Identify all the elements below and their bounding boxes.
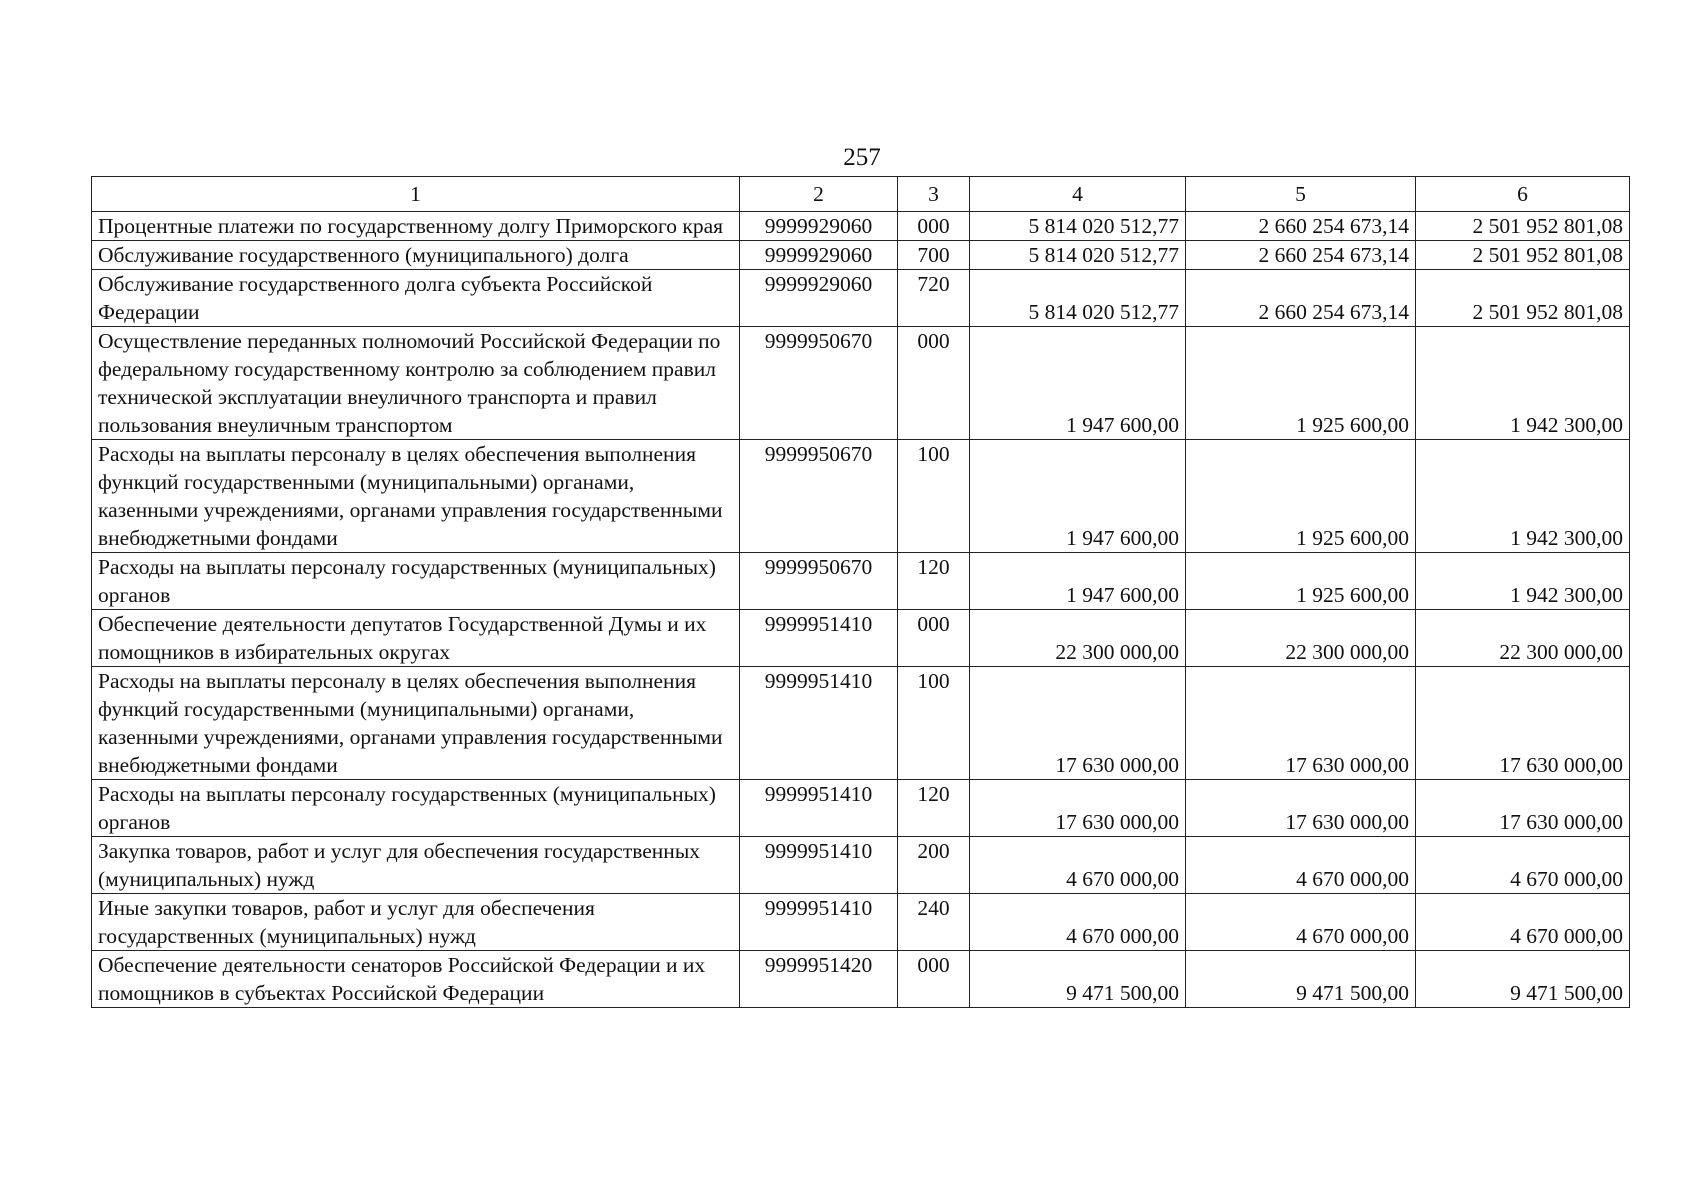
amount-col-6: 17 630 000,00	[1416, 667, 1630, 780]
amount-col-5: 4 670 000,00	[1186, 894, 1416, 951]
expense-name: Расходы на выплаты персоналу государственных (муниципальных) органов	[92, 780, 740, 837]
amount-col-5: 1 925 600,00	[1186, 440, 1416, 553]
amount-col-6: 2 501 952 801,08	[1416, 212, 1630, 241]
amount-col-4: 17 630 000,00	[970, 667, 1186, 780]
expense-name: Процентные платежи по государственному долгу Приморского края	[92, 212, 740, 241]
table-row	[92, 553, 1630, 610]
amount-col-6: 4 670 000,00	[1416, 837, 1630, 894]
target-article-code: 9999951410	[740, 894, 898, 951]
table-row	[92, 780, 1630, 837]
table-row	[92, 327, 1630, 440]
table-row	[92, 212, 1630, 241]
amount-col-6: 22 300 000,00	[1416, 610, 1630, 667]
amount-col-4: 9 471 500,00	[970, 951, 1186, 1008]
target-article-code: 9999951420	[740, 951, 898, 1008]
amount-col-5: 17 630 000,00	[1186, 667, 1416, 780]
expense-type-code: 120	[898, 553, 970, 610]
expense-type-code: 000	[898, 327, 970, 440]
table-row	[92, 667, 1630, 780]
expense-type-code: 720	[898, 270, 970, 327]
expense-name: Обслуживание государственного долга субъекта Российской Федерации	[92, 270, 740, 327]
column-header: 5	[1186, 177, 1416, 212]
amount-col-6: 9 471 500,00	[1416, 951, 1630, 1008]
amount-col-5: 17 630 000,00	[1186, 780, 1416, 837]
column-header: 1	[92, 177, 740, 212]
amount-col-4: 1 947 600,00	[970, 440, 1186, 553]
amount-col-4: 22 300 000,00	[970, 610, 1186, 667]
amount-col-6: 2 501 952 801,08	[1416, 241, 1630, 270]
target-article-code: 9999951410	[740, 780, 898, 837]
header-row	[92, 177, 1630, 212]
expense-type-code: 100	[898, 667, 970, 780]
target-article-code: 9999951410	[740, 610, 898, 667]
amount-col-5: 22 300 000,00	[1186, 610, 1416, 667]
budget-table	[91, 176, 1630, 1008]
amount-col-4: 4 670 000,00	[970, 837, 1186, 894]
expense-name: Расходы на выплаты персоналу в целях обеспечения выполнения функций государственными (муниципальными) органами, казенными учреждениями, органами управления государственными внебюджетными фондами	[92, 440, 740, 553]
amount-col-6: 2 501 952 801,08	[1416, 270, 1630, 327]
table-row	[92, 837, 1630, 894]
target-article-code: 9999950670	[740, 553, 898, 610]
expense-name: Расходы на выплаты персоналу в целях обеспечения выполнения функций государственными (муниципальными) органами, казенными учреждениями, органами управления государственными внебюджетными фондами	[92, 667, 740, 780]
column-header: 4	[970, 177, 1186, 212]
amount-col-6: 1 942 300,00	[1416, 440, 1630, 553]
expense-name: Обслуживание государственного (муниципального) долга	[92, 241, 740, 270]
amount-col-4: 1 947 600,00	[970, 553, 1186, 610]
amount-col-4: 4 670 000,00	[970, 894, 1186, 951]
column-header: 3	[898, 177, 970, 212]
amount-col-5: 4 670 000,00	[1186, 837, 1416, 894]
amount-col-4: 5 814 020 512,77	[970, 241, 1186, 270]
target-article-code: 9999950670	[740, 327, 898, 440]
expense-type-code: 000	[898, 610, 970, 667]
target-article-code: 9999929060	[740, 212, 898, 241]
expense-name: Обеспечение деятельности сенаторов Российской Федерации и их помощников в субъектах Российской Федерации	[92, 951, 740, 1008]
page-number: 257	[843, 144, 881, 171]
amount-col-5: 9 471 500,00	[1186, 951, 1416, 1008]
amount-col-5: 2 660 254 673,14	[1186, 212, 1416, 241]
expense-name: Закупка товаров, работ и услуг для обеспечения государственных (муниципальных) нужд	[92, 837, 740, 894]
target-article-code: 9999929060	[740, 241, 898, 270]
expense-name: Обеспечение деятельности депутатов Государственной Думы и их помощников в избирательных округах	[92, 610, 740, 667]
table-row	[92, 270, 1630, 327]
table-row	[92, 440, 1630, 553]
amount-col-5: 2 660 254 673,14	[1186, 270, 1416, 327]
target-article-code: 9999950670	[740, 440, 898, 553]
target-article-code: 9999951410	[740, 837, 898, 894]
expense-name: Расходы на выплаты персоналу государственных (муниципальных) органов	[92, 553, 740, 610]
amount-col-4: 5 814 020 512,77	[970, 270, 1186, 327]
amount-col-5: 1 925 600,00	[1186, 327, 1416, 440]
column-header: 2	[740, 177, 898, 212]
amount-col-6: 17 630 000,00	[1416, 780, 1630, 837]
table-row	[92, 610, 1630, 667]
amount-col-6: 4 670 000,00	[1416, 894, 1630, 951]
table-row	[92, 241, 1630, 270]
expense-type-code: 700	[898, 241, 970, 270]
column-header: 6	[1416, 177, 1630, 212]
amount-col-6: 1 942 300,00	[1416, 553, 1630, 610]
expense-type-code: 000	[898, 951, 970, 1008]
expense-name: Осуществление переданных полномочий Российской Федерации по федеральному государственному контролю за соблюдением правил технической эксплуатации внеуличного транспорта и правил пользования внеуличным транспортом	[92, 327, 740, 440]
expense-type-code: 240	[898, 894, 970, 951]
expense-type-code: 100	[898, 440, 970, 553]
amount-col-5: 1 925 600,00	[1186, 553, 1416, 610]
target-article-code: 9999929060	[740, 270, 898, 327]
amount-col-5: 2 660 254 673,14	[1186, 241, 1416, 270]
expense-type-code: 200	[898, 837, 970, 894]
expense-name: Иные закупки товаров, работ и услуг для обеспечения государственных (муниципальных) нужд	[92, 894, 740, 951]
amount-col-4: 1 947 600,00	[970, 327, 1186, 440]
table-row	[92, 894, 1630, 951]
target-article-code: 9999951410	[740, 667, 898, 780]
expense-type-code: 000	[898, 212, 970, 241]
amount-col-4: 17 630 000,00	[970, 780, 1186, 837]
table-row	[92, 951, 1630, 1008]
expense-type-code: 120	[898, 780, 970, 837]
amount-col-4: 5 814 020 512,77	[970, 212, 1186, 241]
amount-col-6: 1 942 300,00	[1416, 327, 1630, 440]
